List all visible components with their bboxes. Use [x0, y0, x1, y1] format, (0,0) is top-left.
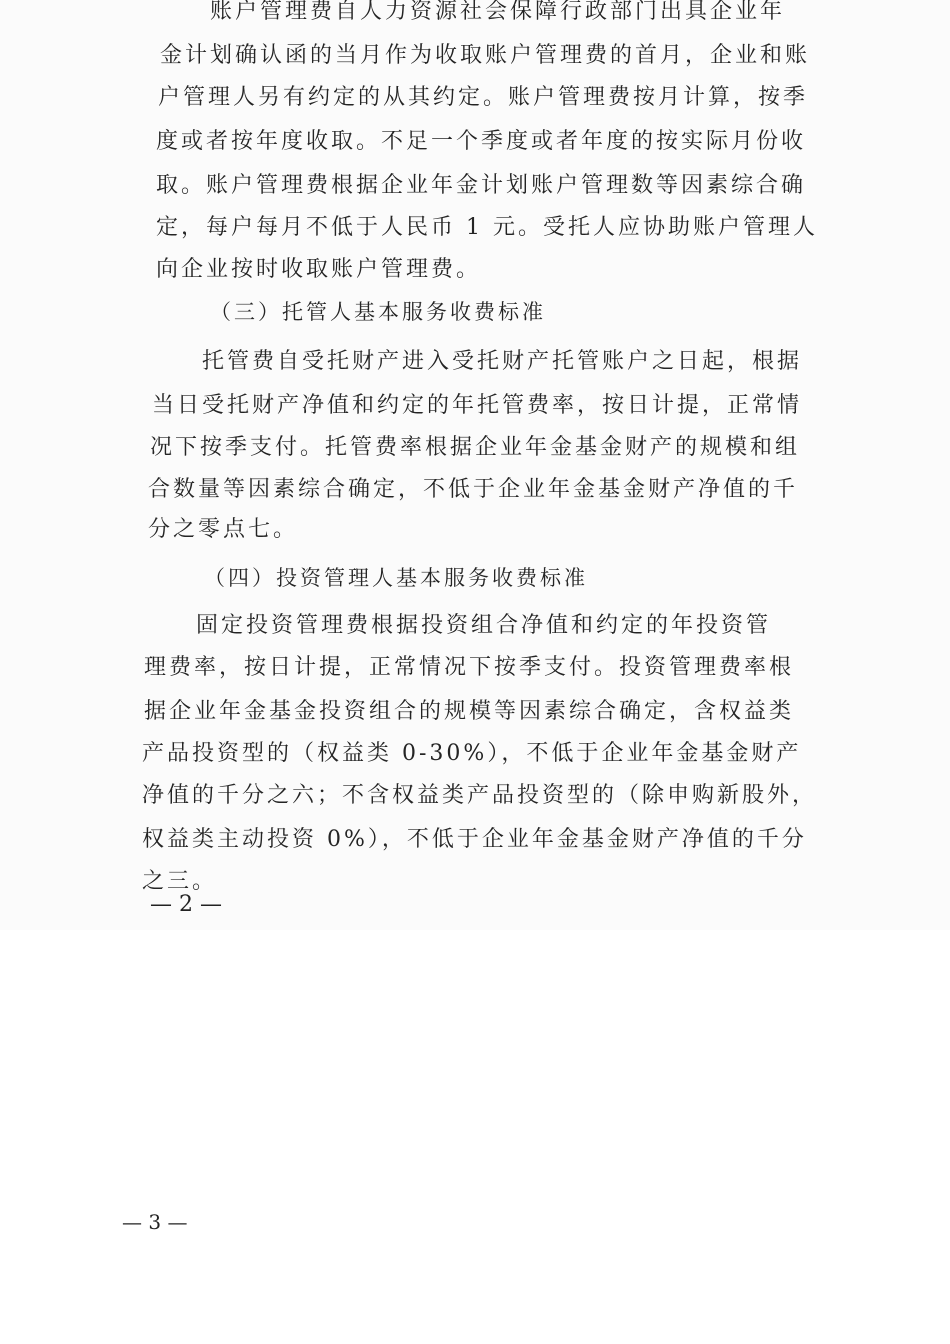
text-line: 理费率，按日计提，正常情况下按季支付。投资管理费率根: [144, 655, 795, 680]
text-line: 账户管理费自人力资源社会保障行政部门出具企业年: [210, 0, 786, 24]
text-line: 金计划确认函的当月作为收取账户管理费的首月，企业和账: [160, 43, 811, 68]
section-heading-custodian: （三）托管人基本服务收费标准: [210, 300, 546, 324]
text-line: 托管费自受托财产进入受托财产托管账户之日起，根据: [202, 349, 803, 374]
inner-page-number: — 2 —: [150, 892, 222, 917]
text-line: 定，每户每月不低于人民币 1 元。受托人应协助账户管理人: [156, 215, 818, 240]
text-line: 取。账户管理费根据企业年金计划账户管理数等因素综合确: [156, 173, 807, 198]
text-line: 权益类主动投资 0%），不低于企业年金基金财产净值的千分: [142, 827, 807, 852]
text-line: 向企业按时收取账户管理费。: [156, 257, 482, 282]
text-line: 产品投资型的（权益类 0-30%），不低于企业年金基金财产: [142, 741, 802, 766]
text-line: 固定投资管理费根据投资组合净值和约定的年投资管: [196, 613, 772, 638]
text-line: 据企业年金基金投资组合的规模等因素综合确定，含权益类: [144, 699, 795, 724]
text-line: 当日受托财产净值和约定的年托管费率，按日计提，正常情: [152, 393, 803, 418]
text-line: 分之零点七。: [148, 517, 299, 542]
text-line: 况下按季支付。托管费率根据企业年金基金财产的规模和组: [150, 435, 801, 460]
section-heading-investment-manager: （四）投资管理人基本服务收费标准: [204, 566, 588, 590]
text-line: 之三。: [142, 869, 218, 894]
text-line: 户管理人另有约定的从其约定。账户管理费按月计算，按季: [158, 85, 809, 110]
text-line: 度或者按年度收取。不足一个季度或者年度的按实际月份收: [156, 129, 807, 154]
text-line: 合数量等因素综合确定，不低于企业年金基金财产净值的千: [148, 477, 799, 502]
text-line: 净值的千分之六；不含权益类产品投资型的（除申购新股外，: [142, 783, 818, 808]
outer-page-number: — 3 —: [122, 1210, 188, 1234]
